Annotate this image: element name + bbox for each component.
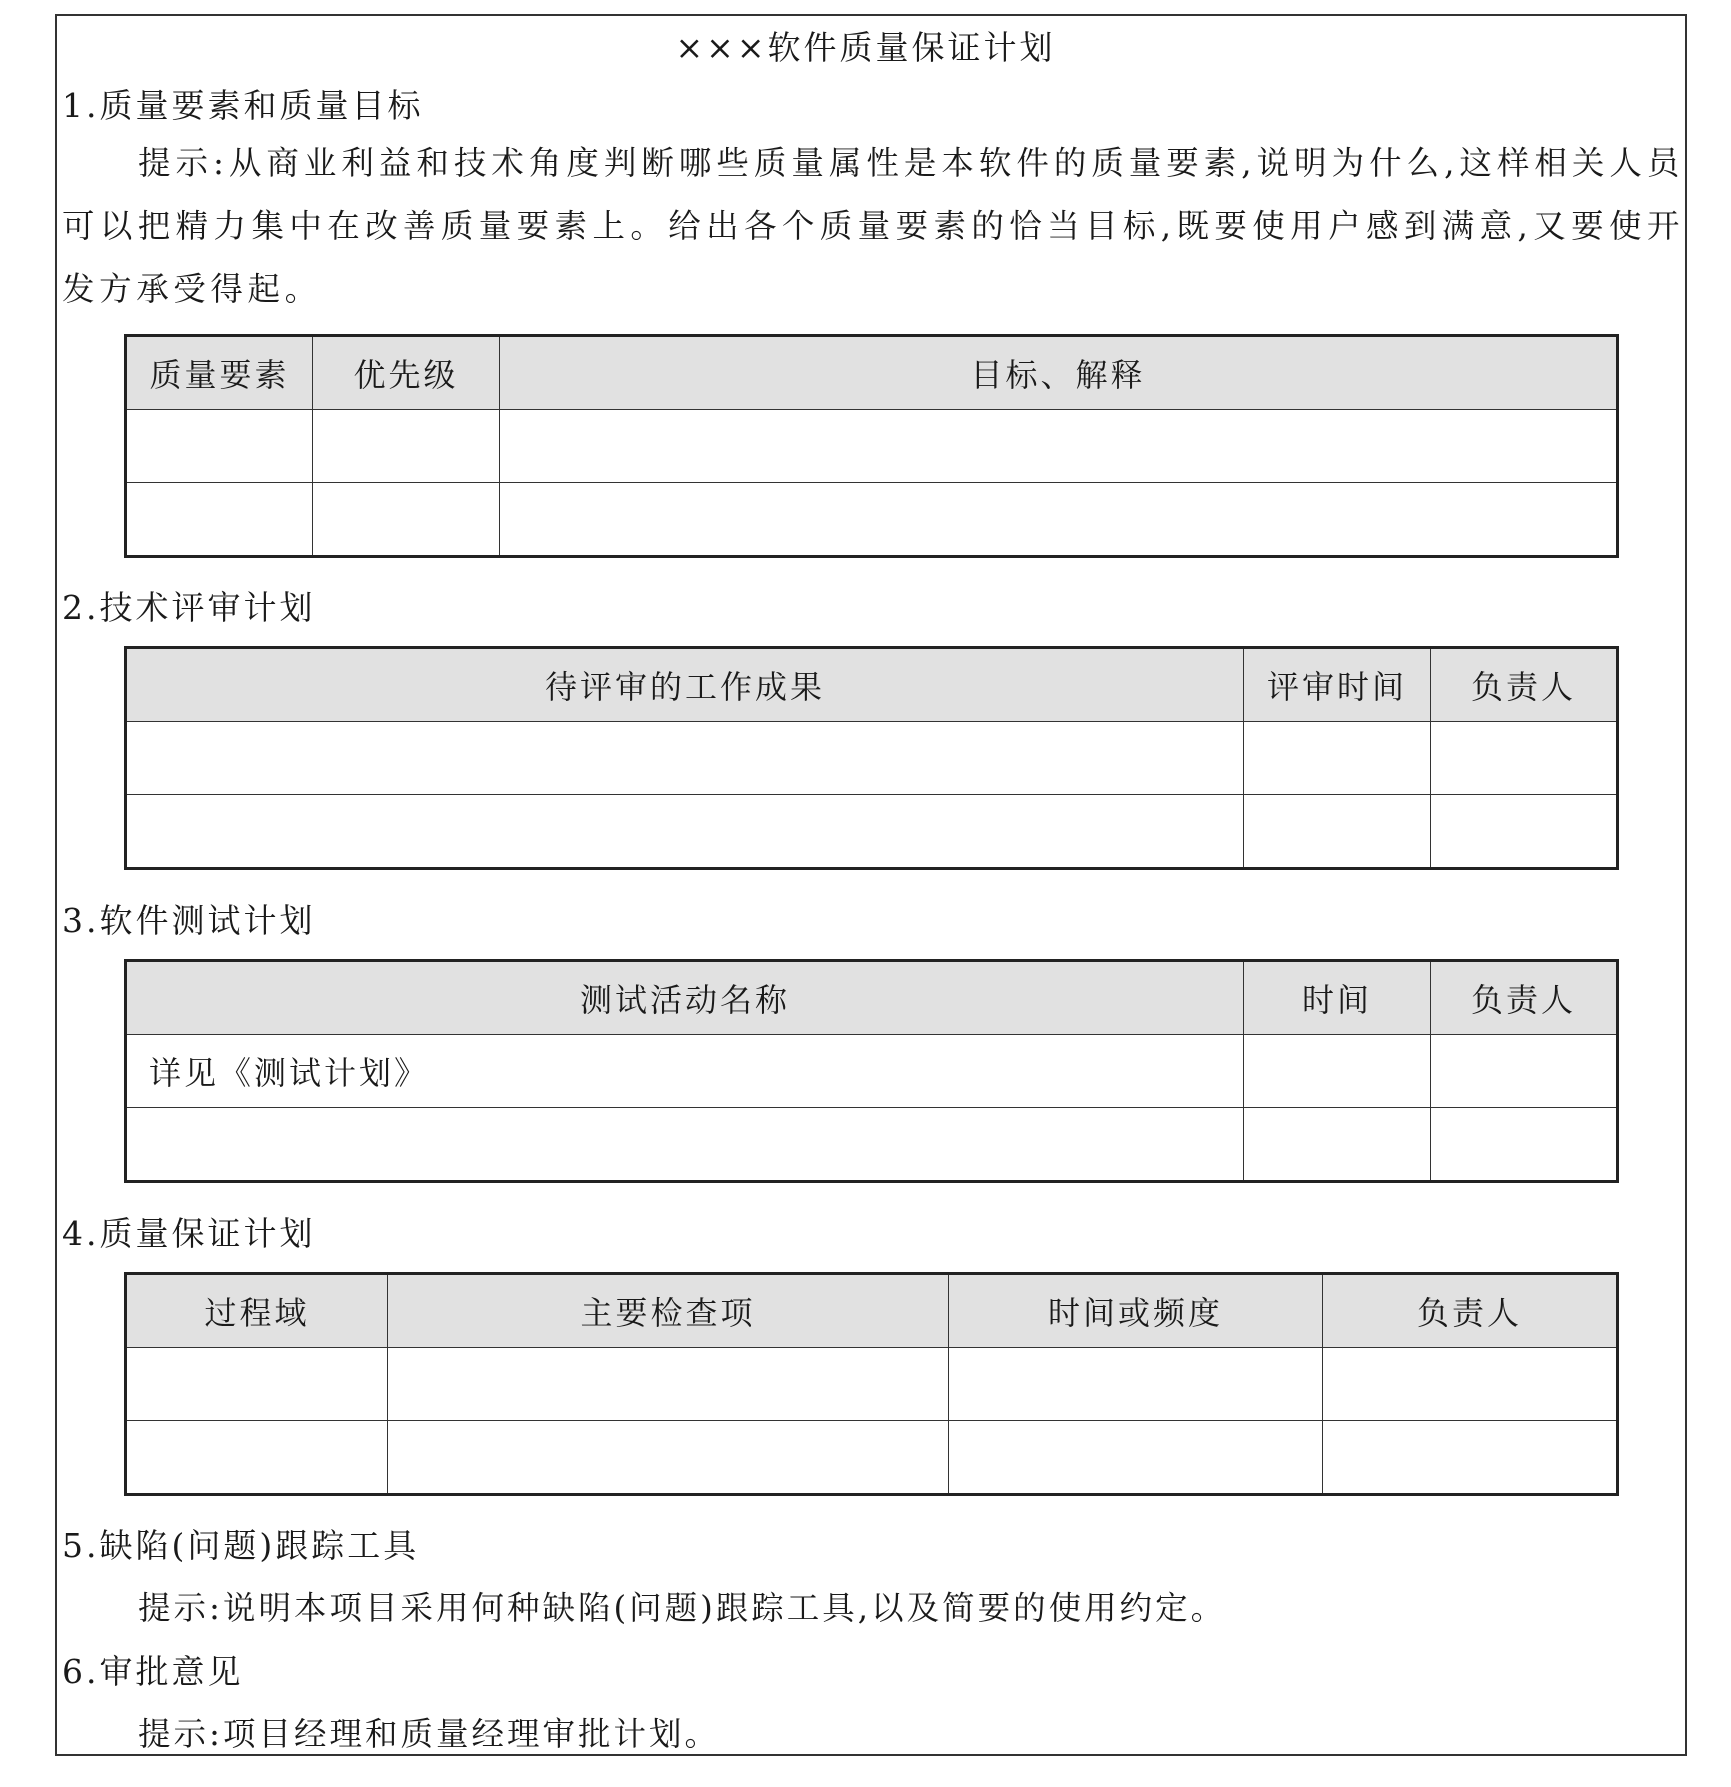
table-cell	[949, 1348, 1323, 1421]
table-row	[126, 1035, 1618, 1108]
table-cell	[1244, 722, 1431, 795]
table-cell	[1431, 1108, 1618, 1182]
table-cell	[1244, 1108, 1431, 1182]
header-cell: 时间	[1244, 961, 1431, 1035]
header-cell: 负责人	[1323, 1274, 1618, 1348]
quality-elements-table	[124, 334, 1619, 558]
table-cell	[126, 1108, 1244, 1182]
table-header-row	[126, 961, 1618, 1035]
header-cell: 目标、解释	[500, 336, 1618, 410]
table-cell	[388, 1421, 949, 1495]
table-header-row	[126, 336, 1618, 410]
table-cell	[500, 410, 1618, 483]
table-cell	[388, 1348, 949, 1421]
software-test-table	[124, 959, 1619, 1183]
header-cell: 过程域	[126, 1274, 388, 1348]
header-cell: 质量要素	[126, 336, 313, 410]
table-cell	[1323, 1348, 1618, 1421]
section-5-hint: 提示:说明本项目采用何种缺陷(问题)跟踪工具,以及简要的使用约定。	[138, 1589, 1227, 1627]
header-cell: 时间或频度	[949, 1274, 1323, 1348]
table-row	[126, 1348, 1618, 1421]
section-1-heading: 1.质量要素和质量目标	[62, 86, 424, 125]
table-cell	[1431, 1035, 1618, 1108]
table-row	[126, 1108, 1618, 1182]
section-5-heading: 5.缺陷(问题)跟踪工具	[62, 1526, 420, 1565]
section-6-heading: 6.审批意见	[62, 1652, 244, 1691]
header-cell: 优先级	[313, 336, 500, 410]
section-2-heading: 2.技术评审计划	[62, 588, 316, 627]
table-cell	[1244, 795, 1431, 869]
technical-review-table	[124, 646, 1619, 870]
header-cell: 测试活动名称	[126, 961, 1244, 1035]
table-cell	[313, 483, 500, 557]
table-header-row	[126, 1274, 1618, 1348]
header-cell: 主要检查项	[388, 1274, 949, 1348]
table-cell	[126, 722, 1244, 795]
table-row	[126, 795, 1618, 869]
table-row	[126, 483, 1618, 557]
table-cell	[949, 1421, 1323, 1495]
section-3-heading: 3.软件测试计划	[62, 901, 316, 940]
table-header-row	[126, 648, 1618, 722]
quality-assurance-table	[124, 1272, 1619, 1496]
section-4-heading: 4.质量保证计划	[62, 1214, 316, 1253]
header-cell: 评审时间	[1244, 648, 1431, 722]
table-cell	[313, 410, 500, 483]
table-cell: 详见《测试计划》	[126, 1035, 1244, 1108]
table-cell	[1431, 795, 1618, 869]
table-row	[126, 1421, 1618, 1495]
table-cell	[126, 1348, 388, 1421]
table-cell	[126, 795, 1244, 869]
table-cell	[126, 410, 313, 483]
table-row	[126, 722, 1618, 795]
section-6-hint: 提示:项目经理和质量经理审批计划。	[138, 1715, 720, 1753]
section-1-hint: 提示:从商业利益和技术角度判断哪些质量属性是本软件的质量要素,说明为什么,这样相关人员可以把精力集中在改善质量要素上。给出各个质量要素的恰当目标,既要使用户感到满意,又要使开发方承受得起。	[62, 144, 1684, 308]
document-title: ×××软件质量保证计划	[675, 28, 1056, 67]
table-cell	[126, 483, 313, 557]
header-cell: 负责人	[1431, 961, 1618, 1035]
table-cell	[1244, 1035, 1431, 1108]
header-cell: 负责人	[1431, 648, 1618, 722]
table-cell	[500, 483, 1618, 557]
table-row	[126, 410, 1618, 483]
header-cell: 待评审的工作成果	[126, 648, 1244, 722]
table-cell	[126, 1421, 388, 1495]
table-cell	[1431, 722, 1618, 795]
table-cell	[1323, 1421, 1618, 1495]
